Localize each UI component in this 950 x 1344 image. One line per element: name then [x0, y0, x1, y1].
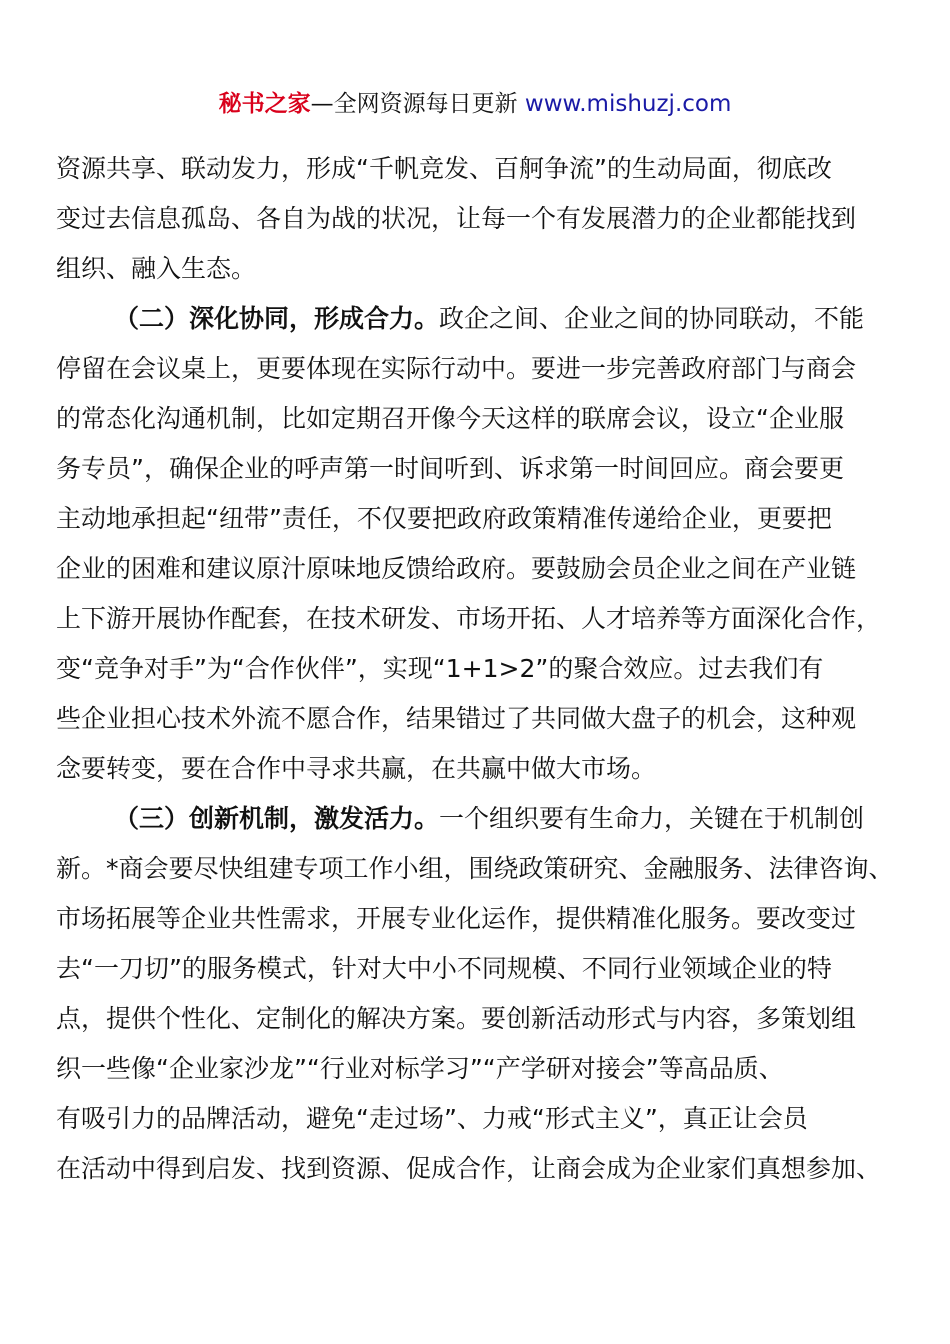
document-body [56, 144, 916, 1194]
text-line: 新。*商会要尽快组建专项工作小组，围绕政策研究、金融服务、法律咨询、 [56, 854, 894, 883]
text-run: 一个组织要有生命力，关键在于机制创 [439, 804, 865, 833]
header-tagline: —全网资源每日更新 [310, 91, 525, 117]
header-url-link[interactable]: www.mishuzj.com [524, 91, 732, 117]
section-heading: （二）深化协同，形成合力。 [114, 304, 440, 333]
text-line: 停留在会议桌上，更要体现在实际行动中。要进一步完善政府部门与商会 [56, 354, 857, 383]
paragraph-1 [56, 144, 916, 294]
text-line: 组织、融入生态。 [56, 254, 257, 283]
text-line: 念要转变，要在合作中寻求共赢，在共赢中做大市场。 [56, 754, 657, 783]
paragraph-3 [56, 794, 916, 1194]
text-line: 些企业担心技术外流不愿合作，结果错过了共同做大盘子的机会，这种观 [56, 704, 857, 733]
text-line: 企业的困难和建议原汁原味地反馈给政府。要鼓励会员企业之间在产业链 [56, 554, 857, 583]
section-heading: （三）创新机制，激发活力。 [114, 804, 440, 833]
text-line: 变“竞争对手”为“合作伙伴”，实现“1+1>2”的聚合效应。过去我们有 [56, 654, 824, 683]
text-line: 有吸引力的品牌活动，避免“走过场”、力戒“形式主义”，真正让会员 [56, 1104, 808, 1133]
text-line [56, 294, 916, 344]
page-header [0, 88, 950, 120]
text-line: 点，提供个性化、定制化的解决方案。要创新活动形式与内容，多策划组 [56, 1004, 857, 1033]
text-line: 织一些像“企业家沙龙”“行业对标学习”“产学研对接会”等高品质、 [56, 1054, 784, 1083]
text-line: 的常态化沟通机制，比如定期召开像今天这样的联席会议，设立“企业服 [56, 404, 844, 433]
text-line: 市场拓展等企业共性需求，开展专业化运作，提供精准化服务。要改变过 [56, 904, 857, 933]
text-line: 去“一刀切”的服务模式，针对大中小不同规模、不同行业领域企业的特 [56, 954, 832, 983]
text-line: 资源共享、联动发力，形成“千帆竞发、百舸争流”的生动局面，彻底改 [56, 154, 832, 183]
paragraph-2 [56, 294, 916, 794]
text-run: 政企之间、企业之间的协同联动，不能 [439, 304, 865, 333]
text-line [56, 794, 916, 844]
text-line: 主动地承担起“纽带”责任，不仅要把政府政策精准传递给企业，更要把 [56, 504, 832, 533]
header-brand: 秘书之家 [218, 91, 311, 117]
text-line: 在活动中得到启发、找到资源、促成合作，让商会成为企业家们真想参加、 [56, 1154, 882, 1183]
text-line: 变过去信息孤岛、各自为战的状况，让每一个有发展潜力的企业都能找到 [56, 204, 857, 233]
text-line: 务专员”，确保企业的呼声第一时间听到、诉求第一时间回应。商会要更 [56, 454, 844, 483]
text-line: 上下游开展协作配套，在技术研发、市场开拓、人才培养等方面深化合作， [56, 604, 882, 633]
